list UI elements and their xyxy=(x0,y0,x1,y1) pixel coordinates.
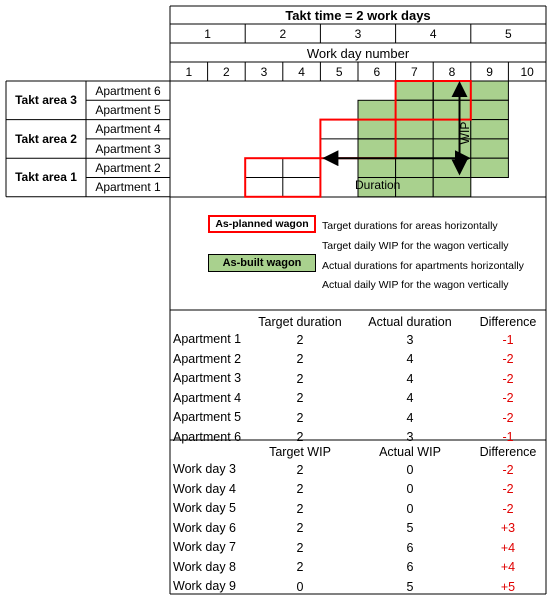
duration_table-row-actual: 4 xyxy=(406,371,414,386)
day-number: 4 xyxy=(298,64,305,79)
wip_table-row-actual: 6 xyxy=(406,560,414,575)
wip_table-row-actual: 5 xyxy=(406,579,414,594)
duration-label: Duration xyxy=(355,178,401,192)
takt-number: 5 xyxy=(505,26,512,41)
duration_table-row-target: 2 xyxy=(296,371,304,386)
wip_table-row-actual: 0 xyxy=(406,482,414,497)
apartment-label: Apartment 5 xyxy=(95,102,161,117)
as-built-cell xyxy=(471,100,509,119)
legend-built-desc-2: Actual daily WIP for the wagon vertically xyxy=(322,279,509,291)
duration_table-row-target: 2 xyxy=(296,430,304,445)
wip_table-row-actual: 0 xyxy=(406,462,414,477)
wip_table-row-diff: +4 xyxy=(500,540,516,555)
wip-header-target: Target WIP xyxy=(269,445,331,459)
wip_table-row-label: Work day 3 xyxy=(173,462,236,476)
apartment-label: Apartment 6 xyxy=(95,83,161,98)
legend-planned-swatch: As-planned wagon xyxy=(208,215,316,233)
wip_table-row-diff: +3 xyxy=(500,521,516,536)
as-built-cell xyxy=(433,81,471,100)
as-built-cell xyxy=(471,81,509,100)
apartment-label: Apartment 3 xyxy=(95,141,161,156)
takt-area-label: Takt area 1 xyxy=(15,170,77,185)
duration-header-target: Target duration xyxy=(258,315,342,329)
as-built-cell xyxy=(358,139,396,158)
duration_table-row-target: 2 xyxy=(296,352,304,367)
as-built-cell xyxy=(471,158,509,177)
as-built-cell xyxy=(396,158,434,177)
day-number: 7 xyxy=(411,64,418,79)
as-built-cell xyxy=(396,139,434,158)
takt-number: 4 xyxy=(429,26,437,41)
duration_table-row-label: Apartment 3 xyxy=(173,371,242,385)
wip_table-row-target: 2 xyxy=(296,560,304,575)
duration_table-row-label: Apartment 2 xyxy=(173,351,242,366)
as-built-cell xyxy=(358,100,396,119)
apartment-label: Apartment 2 xyxy=(95,160,161,175)
wip_table-row-diff: -2 xyxy=(502,462,514,477)
wip_table-row-target: 2 xyxy=(296,501,304,516)
as-built-cell xyxy=(358,120,396,139)
wip_table-row-label: Work day 4 xyxy=(173,481,236,496)
as-built-cell xyxy=(433,158,471,177)
duration_table-row-label: Apartment 6 xyxy=(173,429,242,444)
legend-built-desc-1: Actual durations for apartments horizontally xyxy=(322,260,524,272)
duration_table-row-actual: 3 xyxy=(406,430,414,445)
as-built-cell xyxy=(433,100,471,119)
duration_table-row-actual: 4 xyxy=(406,410,414,425)
duration-header-diff: Difference xyxy=(479,315,537,329)
wip-header-diff: Difference xyxy=(479,445,537,459)
as-built-cell xyxy=(396,100,434,119)
apartment-label: Apartment 1 xyxy=(95,180,161,195)
wip_table-row-target: 2 xyxy=(296,540,304,555)
day-number: 10 xyxy=(520,64,534,79)
wip_table-row-actual: 5 xyxy=(406,521,414,536)
wip_table-row-diff: +5 xyxy=(500,579,516,594)
day-number: 2 xyxy=(223,64,230,79)
takt-number: 2 xyxy=(279,26,287,41)
duration_table-row-target: 2 xyxy=(296,391,304,406)
day-number: 6 xyxy=(373,64,381,79)
wip_table-row-diff: -2 xyxy=(502,501,514,516)
as-built-cell xyxy=(396,120,434,139)
as-built-cell xyxy=(396,81,434,100)
takt-time-title: Takt time = 2 work days xyxy=(285,7,431,23)
duration_table-row-label: Apartment 4 xyxy=(173,390,242,405)
wip_table-row-label: Work day 5 xyxy=(173,501,236,515)
wip_table-row-diff: +4 xyxy=(500,560,516,575)
duration-header-actual: Actual duration xyxy=(368,315,452,329)
wip_table-row-diff: -2 xyxy=(502,482,514,497)
as-built-cell xyxy=(433,178,471,197)
wip_table-row-target: 0 xyxy=(296,579,304,594)
wip_table-row-label: Work day 6 xyxy=(173,520,236,535)
day-number: 3 xyxy=(260,64,268,79)
duration_table-row-actual: 4 xyxy=(406,391,414,406)
wip_table-row-target: 2 xyxy=(296,462,304,477)
duration_table-row-diff: -1 xyxy=(502,332,514,347)
wip_table-row-label: Work day 9 xyxy=(173,579,236,593)
day-number: 5 xyxy=(335,64,343,79)
duration_table-row-label: Apartment 1 xyxy=(173,332,242,346)
legend-planned-desc-1: Target durations for areas horizontally xyxy=(322,220,498,232)
duration_table-row-actual: 3 xyxy=(406,332,414,347)
apartment-label: Apartment 4 xyxy=(95,122,161,137)
duration_table-row-actual: 4 xyxy=(406,352,414,367)
duration_table-row-diff: -2 xyxy=(502,391,514,406)
wip-label: WIP xyxy=(458,121,472,145)
wip_table-row-label: Work day 8 xyxy=(173,559,236,574)
day-number: 9 xyxy=(486,64,493,79)
day-number: 1 xyxy=(185,64,193,79)
takt-area-label: Takt area 3 xyxy=(15,93,77,108)
takt-number: 3 xyxy=(354,26,362,41)
duration_table-row-diff: -2 xyxy=(502,371,514,386)
duration_table-row-diff: -1 xyxy=(502,430,514,445)
legend-planned-desc-2: Target daily WIP for the wagon vertically xyxy=(322,240,509,252)
as-built-cell xyxy=(396,178,434,197)
legend-built-swatch: As-built wagon xyxy=(208,254,316,272)
takt-number: 1 xyxy=(204,26,211,41)
wip-header-actual: Actual WIP xyxy=(379,445,441,459)
day-number: 8 xyxy=(448,64,456,79)
wip_table-row-target: 2 xyxy=(296,482,304,497)
duration_table-row-diff: -2 xyxy=(502,352,514,367)
takt-area-label: Takt area 2 xyxy=(15,131,77,146)
duration_table-row-diff: -2 xyxy=(502,410,514,425)
wip_table-row-actual: 0 xyxy=(406,501,414,516)
duration_table-row-target: 2 xyxy=(296,410,304,425)
duration_table-row-label: Apartment 5 xyxy=(173,410,242,424)
wip_table-row-actual: 6 xyxy=(406,540,414,555)
duration_table-row-target: 2 xyxy=(296,332,304,347)
wip_table-row-label: Work day 7 xyxy=(173,540,236,554)
as-built-cell xyxy=(358,158,396,177)
wip_table-row-target: 2 xyxy=(296,521,304,536)
work-day-label: Work day number xyxy=(306,45,410,61)
